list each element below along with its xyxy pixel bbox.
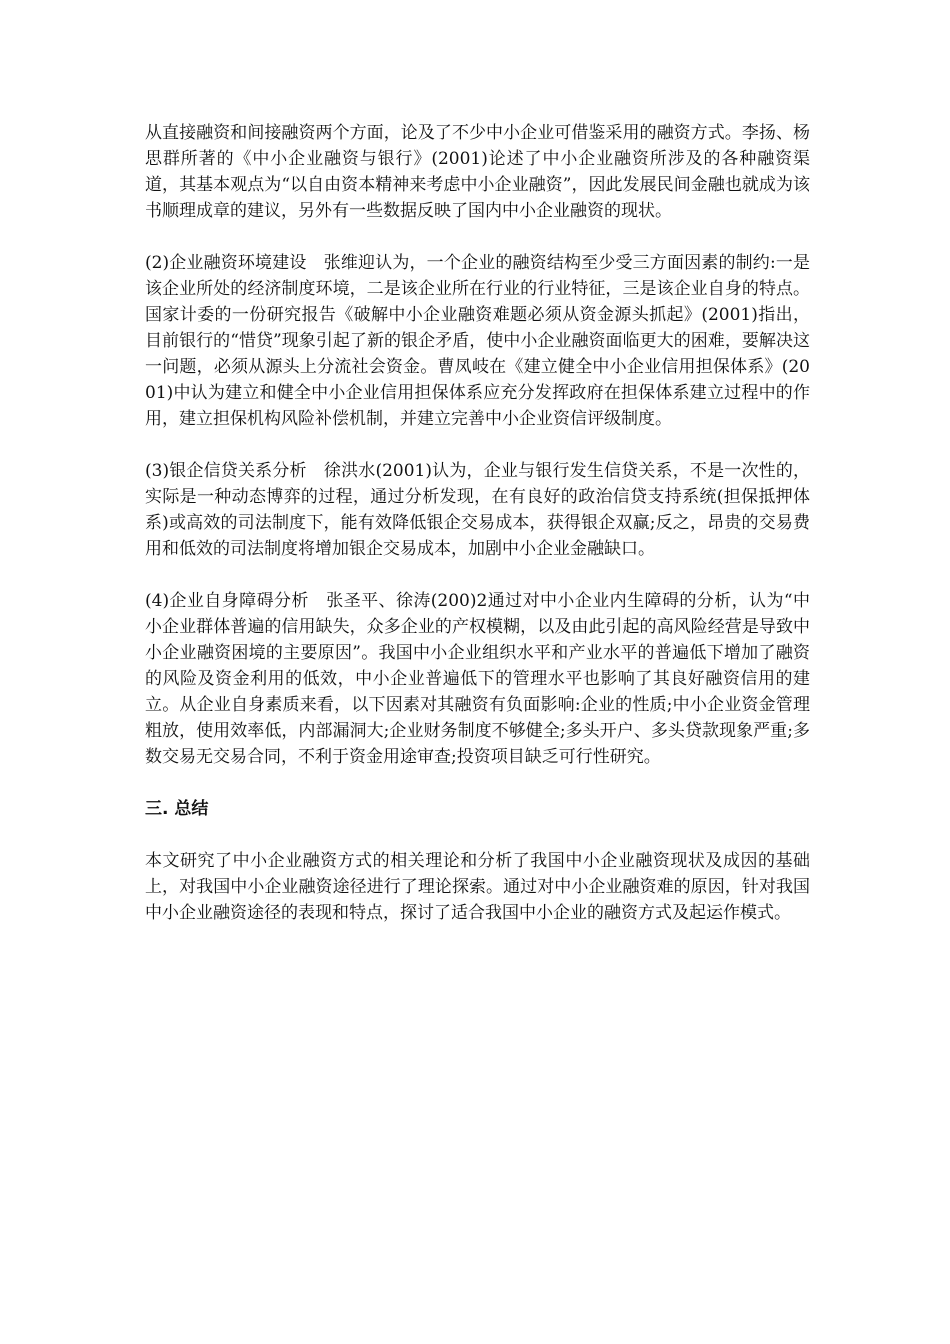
paragraph-financing-environment: (2)企业融资环境建设 张维迎认为，一个企业的融资结构至少受三方面因素的制约:一是该企业所处的经济制度环境，二是该企业所在行业的行业特征，三是该企业自身的特点。国家计委的一份研究报告《破解中小企业融资难题必须从资金源头抓起》(2001)指出，目前银行的“惜贷”现象引起了新的银企矛盾，使中小企业融资面临更大的困难，要解决这一问题，必须从源头上分流社会资金。曹凤岐在《建立健全中小企业信用担保体系》(2001)中认为建立和健全中小企业信用担保体系应充分发挥政府在担保体系建立过程中的作用，建立担保机构风险补偿机制，并建立完善中小企业资信评级制度。: [145, 253, 810, 429]
paragraph-conclusion: 本文研究了中小企业融资方式的相关理论和分析了我国中小企业融资现状及成因的基础上，对我国中小企业融资途径进行了理论探索。通过对中小企业融资难的原因，针对我国中小企业融资途径的表现和特点，探讨了适合我国中小企业的融资方式及起运作模式。: [145, 851, 810, 923]
section-heading-summary: 三. 总结: [145, 799, 209, 819]
paragraph-bank-credit-relation: (3)银企信贷关系分析 徐洪水(2001)认为，企业与银行发生信贷关系，不是一次性的，实际是一种动态博弈的过程，通过分析发现，在有良好的政治信贷支持系统(担保抵押体系)或高效的司法制度下，能有效降低银企交易成本，获得银企双赢;反之，昂贵的交易费用和低效的司法制度将增加银企交易成本，加剧中小企业金融缺口。: [145, 461, 810, 559]
paragraph-financing-literature: 从直接融资和间接融资两个方面，论及了不少中小企业可借鉴采用的融资方式。李扬、杨思群所著的《中小企业融资与银行》(2001)论述了中小企业融资所涉及的各种融资渠道，其基本观点为“以自由资本精神来考虑中小企业融资”，因此发展民间金融也就成为该书顺理成章的建议，另外有一些数据反映了国内中小企业融资的现状。: [145, 123, 810, 221]
paragraph-enterprise-obstacles: (4)企业自身障碍分析 张圣平、徐涛(200)2通过对中小企业内生障碍的分析，认为“中小企业群体普遍的信用缺失，众多企业的产权模糊，以及由此引起的高风险经营是导致中小企业融资困境的主要原因”。我国中小企业组织水平和产业水平的普遍低下增加了融资的风险及资金利用的低效，中小企业普遍低下的管理水平也影响了其良好融资信用的建立。从企业自身素质来看，以下因素对其融资有负面影响:企业的性质;中小企业资金管理粗放，使用效率低，内部漏洞大;企业财务制度不够健全;多头开户、多头贷款现象严重;多数交易无交易合同，不利于资金用途审查;投资项目缺乏可行性研究。: [145, 591, 810, 767]
document-body: [145, 120, 810, 952]
